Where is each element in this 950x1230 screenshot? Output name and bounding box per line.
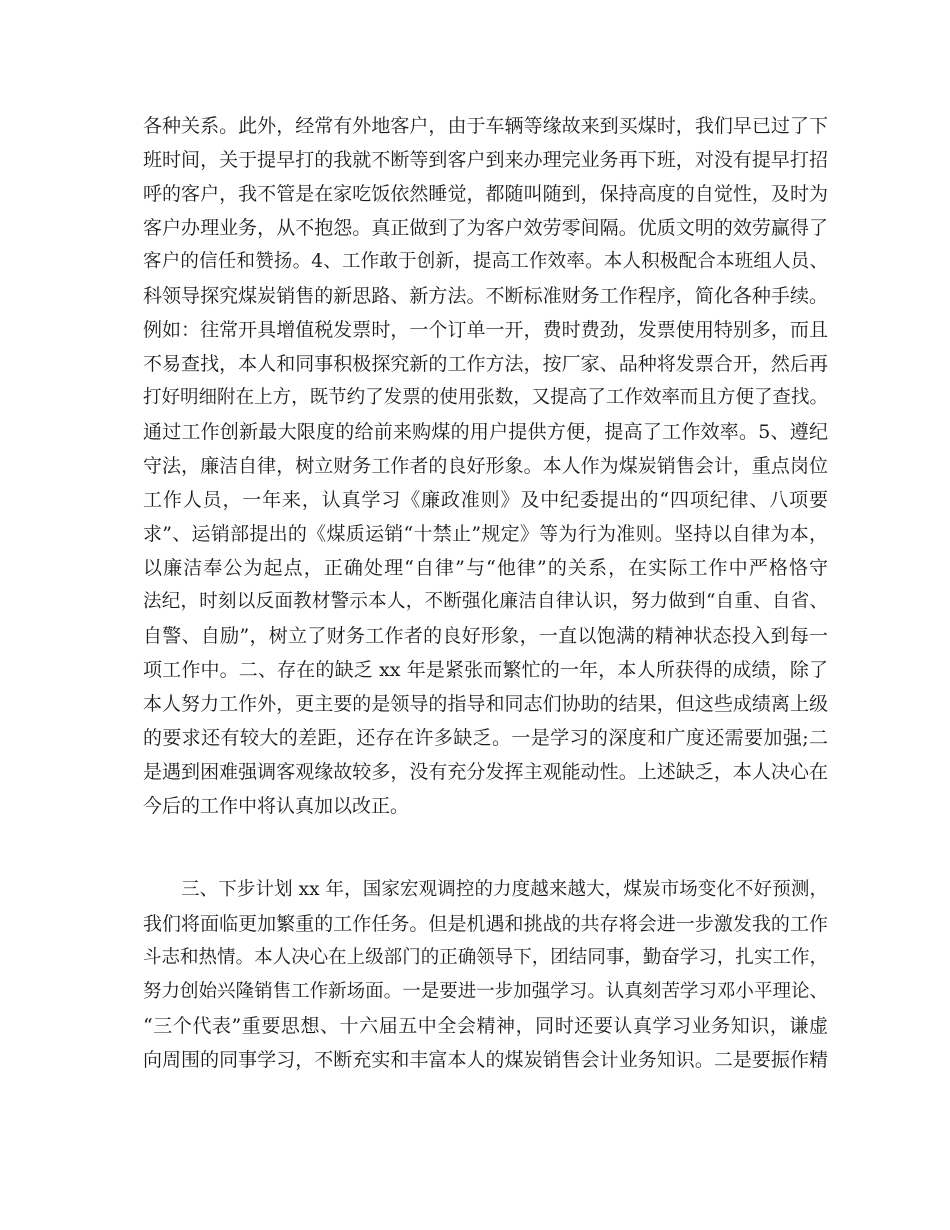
paragraph-line: 本人努力工作外，更主要的是领导的指导和同志们协助的结果，但这些成绩离上级 bbox=[143, 693, 828, 715]
paragraph-line: 打好明细附在上方，既节约了发票的使用张数，又提高了工作效率而且方便了查找。 bbox=[143, 387, 828, 408]
paragraph-line: 是遇到困难强调客观缘故较多，没有充分发挥主观能动性。上述缺乏，本人决心在 bbox=[143, 761, 828, 783]
paragraph-line: 向周围的同事学习，不断充实和丰富本人的煤炭销售会计业务知识。二是要振作精 bbox=[143, 1049, 828, 1071]
paragraph-line: 的要求还有较大的差距，还存在许多缺乏。一是学习的深度和广度还需要加强;二 bbox=[143, 727, 828, 749]
paragraph-line: “三个代表”重要思想、十六届五中全会精神，同时还要认真学习业务知识，谦虚 bbox=[143, 1015, 828, 1037]
paragraph-line: 工作人员，一年来，认真学习《廉政准则》及中纪委提出的“四项纪律、八项要 bbox=[143, 489, 828, 511]
paragraph-line: 法纪，时刻以反面教材警示本人，不断强化廉洁自律认识，努力做到“自重、自省、 bbox=[143, 591, 828, 612]
paragraph-1 bbox=[143, 109, 828, 823]
paragraph-line: 我们将面临更加繁重的工作任务。但是机遇和挑战的共存将会进一步激发我的工作 bbox=[143, 913, 828, 935]
paragraph-line: 守法，廉洁自律，树立财务工作者的良好形象。本人作为煤炭销售会计，重点岗位 bbox=[143, 455, 828, 477]
paragraph-line: 斗志和热情。本人决心在上级部门的正确领导下，团结同事，勤奋学习，扎实工作， bbox=[143, 947, 828, 968]
paragraph-line: 不易查找，本人和同事积极探究新的工作方法，按厂家、品种将发票合开，然后再 bbox=[143, 353, 828, 375]
paragraph-line: 三、下步计划 xx 年，国家宏观调控的力度越来越大，煤炭市场变化不好预测， bbox=[181, 879, 828, 900]
paragraph-line: 科领导探究煤炭销售的新思路、新方法。不断标准财务工作程序，简化各种手续。 bbox=[143, 285, 828, 307]
paragraph-line: 项工作中。二、存在的缺乏 xx 年是紧张而繁忙的一年，本人所获得的成绩，除了 bbox=[143, 659, 828, 681]
paragraph-line: 班时间，关于提早打的我就不断等到客户到来办理完业务再下班，对没有提早打招 bbox=[143, 149, 828, 171]
paragraph-line: 自警、自励”，树立了财务工作者的良好形象，一直以饱满的精神状态投入到每一 bbox=[143, 625, 828, 647]
paragraph-line: 客户办理业务，从不抱怨。真正做到了为客户效劳零间隔。优质文明的效劳赢得了 bbox=[143, 217, 828, 239]
paragraph-line: 各种关系。此外，经常有外地客户，由于车辆等缘故来到买煤时，我们早已过了下 bbox=[143, 115, 828, 137]
paragraph-line: 努力创始兴隆销售工作新场面。一是要进一步加强学习。认真刻苦学习邓小平理论、 bbox=[143, 981, 828, 1002]
paragraph-line: 今后的工作中将认真加以改正。 bbox=[143, 795, 410, 817]
paragraph-line: 呼的客户，我不管是在家吃饭依然睡觉，都随叫随到，保持高度的自觉性，及时为 bbox=[143, 183, 828, 205]
paragraph-line: 例如：往常开具增值税发票时，一个订单一开，费时费劲，发票使用特别多，而且 bbox=[143, 319, 828, 341]
paragraph-line: 通过工作创新最大限度的给前来购煤的用户提供方便，提高了工作效率。5、遵纪 bbox=[143, 421, 828, 443]
paragraph-line: 客户的信任和赞扬。4、工作敢于创新，提高工作效率。本人积极配合本班组人员、 bbox=[143, 251, 828, 272]
paragraph-line: 以廉洁奉公为起点，正确处理“自律”与“他律”的关系，在实际工作中严格恪守 bbox=[143, 557, 828, 579]
paragraph-line: 求”、运销部提出的《煤质运销“十禁止”规定》等为行为准则。坚持以自律为本， bbox=[143, 523, 828, 545]
paragraph-2 bbox=[143, 873, 828, 1077]
